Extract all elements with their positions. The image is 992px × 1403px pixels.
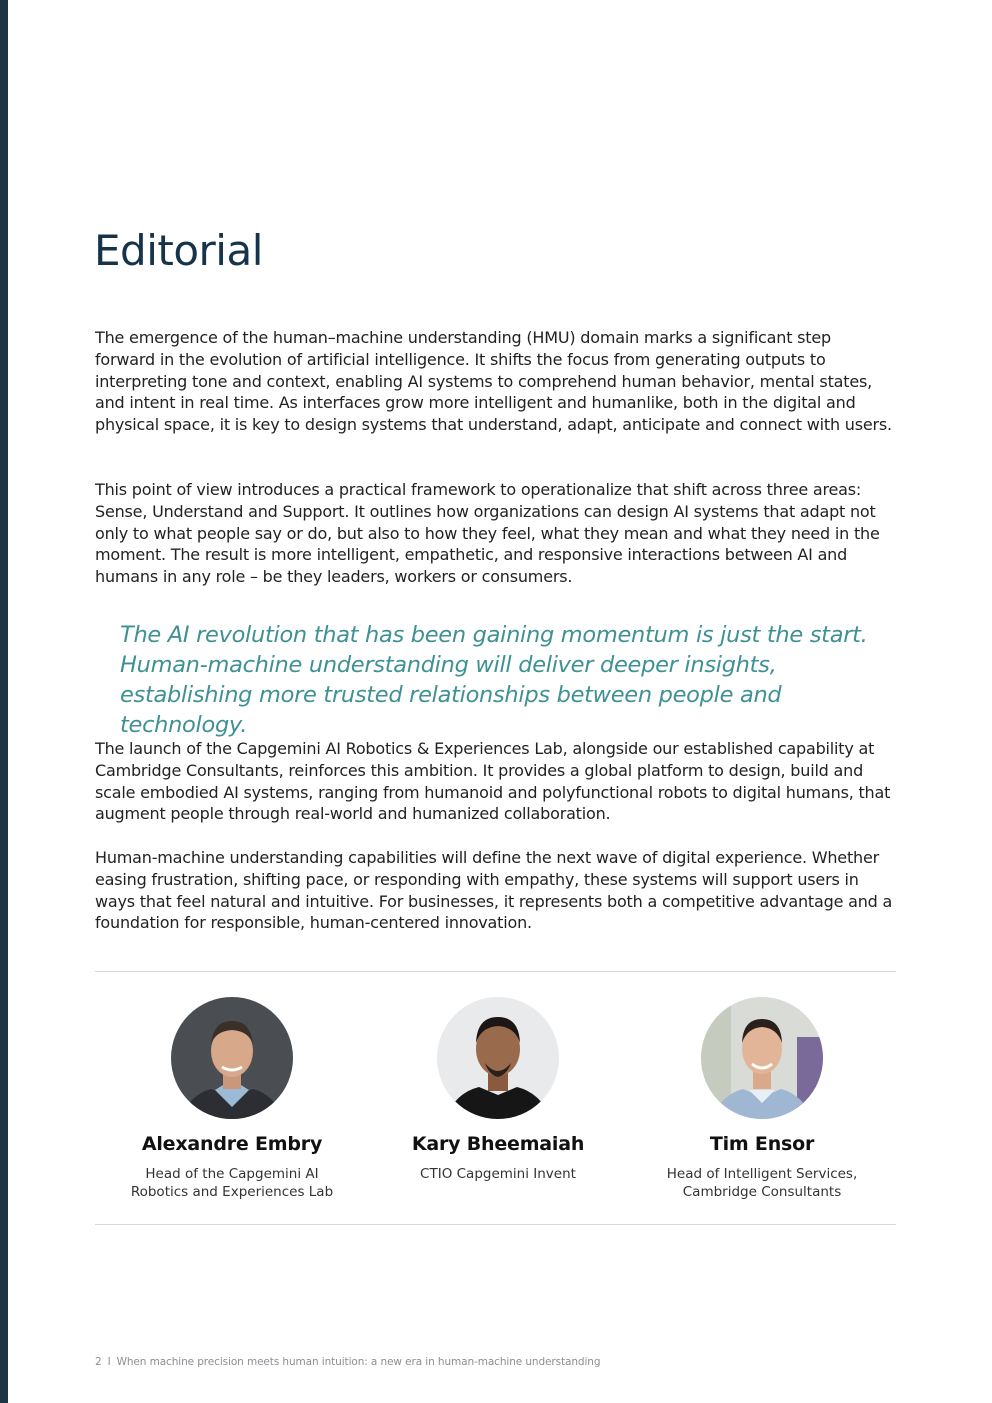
author-role-line: CTIO Capgemini Invent <box>420 1166 576 1182</box>
author-role <box>632 1165 892 1201</box>
author-role-line: Head of the Capgemini AI <box>145 1166 319 1182</box>
author-role-line: Head of Intelligent Services, <box>666 1166 858 1182</box>
author-name: Alexandre Embry <box>141 1133 323 1155</box>
framework-paragraph: This point of view introduces a practical framework to operationalize that shift across three areas: Sense, Understand and Support. It outlines how organizations can design AI systems that adapt not only to what people say or do, but also to how they feel, what they mean and what they need in the moment. The result is more intelligent, empathetic, and responsive interactions between AI and humans in any role – be they leaders, workers or consumers. <box>95 480 880 587</box>
footer-separator: I <box>107 1356 111 1368</box>
closing-paragraph: Human-machine understanding capabilities will define the next wave of digital experience. Whether easing frustration, shifting pace, or responding with empathy, these systems will support users in ways that feel natural and intuitive. For businesses, it represents both a competitive advantage and a foundation for responsible, human-centered innovation. <box>95 848 893 933</box>
divider-bottom <box>95 1224 896 1225</box>
page-number: 2 <box>95 1356 102 1368</box>
author-card <box>368 997 628 1183</box>
avatar <box>171 997 293 1119</box>
author-role-line: Cambridge Consultants <box>682 1184 842 1200</box>
author-name: Tim Ensor <box>709 1133 815 1155</box>
divider-top <box>95 971 896 972</box>
page-title: Editorial <box>94 226 263 275</box>
author-card <box>632 997 892 1201</box>
left-edge-bar <box>0 0 8 1403</box>
avatar <box>437 997 559 1119</box>
intro-paragraph: The emergence of the human–machine understanding (HMU) domain marks a significant step forward in the evolution of artificial intelligence. It shifts the focus from generating outputs to interpreting tone and context, enabling AI systems to comprehend human behavior, mental states, and intent in real time. As interfaces grow more intelligent and humanlike, both in the digital and physical space, it is key to design systems that understand, adapt, anticipate and connect with users. <box>95 328 892 435</box>
pull-quote: The AI revolution that has been gaining momentum is just the start. Human-machine understanding will deliver deeper insights, establishing more trusted relationships between people and technology. <box>120 622 868 738</box>
footer-title: When machine precision meets human intuition: a new era in human-machine understanding <box>116 1356 601 1368</box>
author-role <box>368 1165 628 1183</box>
lab-paragraph: The launch of the Capgemini AI Robotics & Experiences Lab, alongside our established capability at Cambridge Consultants, reinforces this ambition. It provides a global platform to design, build and scale embodied AI systems, ranging from humanoid and polyfunctional robots to digital humans, that augment people through real-world and humanized collaboration. <box>95 739 891 824</box>
author-name: Kary Bheemaiah <box>411 1133 585 1155</box>
author-card <box>102 997 362 1201</box>
author-role <box>102 1165 362 1201</box>
avatar <box>701 997 823 1119</box>
page-footer <box>95 1356 600 1368</box>
author-role-line: Robotics and Experiences Lab <box>130 1184 334 1200</box>
